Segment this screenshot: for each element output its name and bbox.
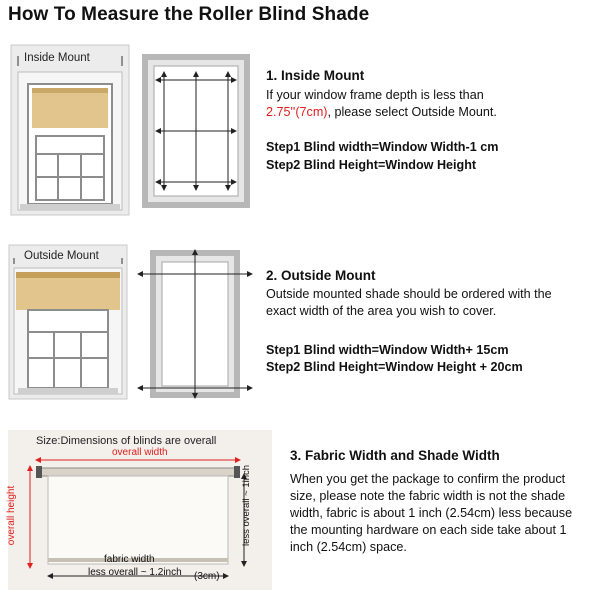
outside-mount-text: Outside mounted shade should be ordered with the exact width of the area you wish to cover. xyxy=(266,287,552,318)
inside-mount-label: Inside Mount xyxy=(24,52,90,64)
outside-mount-figure xyxy=(8,244,128,400)
outside-mount-label: Outside Mount xyxy=(24,250,99,262)
diagram-caption: Size:Dimensions of blinds are overall xyxy=(36,435,217,447)
outside-mount-step2: Step2 Blind Height=Window Height + 20cm xyxy=(266,360,523,374)
outside-mount-window-diagram xyxy=(136,246,254,402)
overall-width-label: overall width xyxy=(112,447,168,458)
fabric-width-text: When you get the package to confirm the product size, please note the fabric width is not the shade width, fabric is about 1 inch (2.54cm) less because the mounting hardware on each side take about 1 inch (2.54cm) space. xyxy=(290,472,573,554)
cm-label: (3cm) xyxy=(194,571,220,582)
fabric-width-diagram xyxy=(8,430,272,590)
page-title: How To Measure the Roller Blind Shade xyxy=(8,4,370,25)
fabric-width-heading: 3. Fabric Width and Shade Width xyxy=(290,448,500,463)
outside-mount-step1: Step1 Blind width=Window Width+ 15cm xyxy=(266,343,509,357)
inside-mount-text-rest: , please select Outside Mount. xyxy=(327,105,497,119)
inside-mount-text-line1: If your window frame depth is less than xyxy=(266,88,484,102)
outside-mount-heading: 2. Outside Mount xyxy=(266,268,376,283)
inside-mount-window-diagram xyxy=(140,52,252,210)
inside-mount-heading: 1. Inside Mount xyxy=(266,68,365,83)
depth-highlight: 2.75''(7cm) xyxy=(266,105,328,119)
fabric-width-label: fabric width xyxy=(104,554,155,565)
inside-mount-step1: Step1 Blind width=Window Width-1 cm xyxy=(266,140,499,154)
inside-mount-figure xyxy=(10,44,130,216)
right-side-label: less overall ~ 1inch xyxy=(241,464,253,547)
inside-mount-text-line2 xyxy=(266,104,497,121)
overall-height-label: overall height xyxy=(6,485,18,546)
inside-mount-step2: Step2 Blind Height=Window Height xyxy=(266,158,477,172)
less-overall-label: less overall ~ 1.2inch xyxy=(88,567,182,578)
